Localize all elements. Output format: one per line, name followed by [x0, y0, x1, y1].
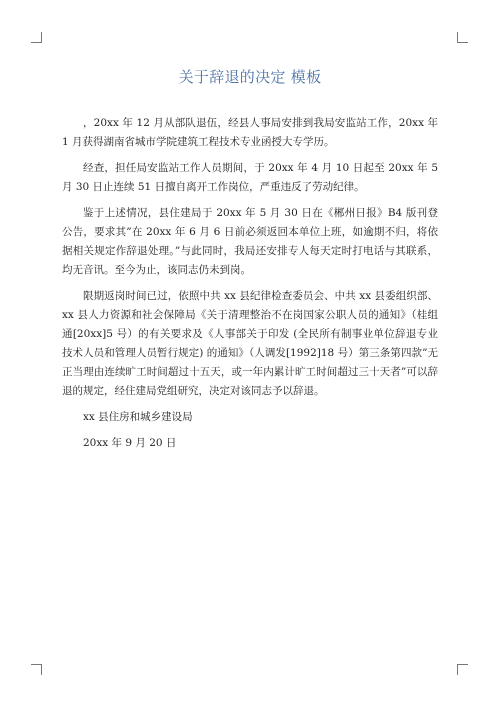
crop-mark-bottom-right [457, 664, 468, 675]
crop-mark-bottom-left [31, 664, 42, 675]
crop-mark-top-left [31, 32, 42, 43]
document-title: 关于辞退的决定 模板 [178, 68, 322, 86]
paragraph-decision: 限期返岗时间已过，依照中共 xx 县纪律检查委员会、中共 xx 县委组织部、xx 县人力资源和社会保障局《关于清理整治不在岗国家公职人员的通知》（桂组通[20xx]5 号）的有关要求及《人事部关于印发 (全民所有制事业单位辞退专业技术人员和管理人员暂行规定) 的通知》（人调发[1992]18 号）第三条第四款”无正当理由连续旷工时间超过十五天，或一年内累计旷工时间超过三十天者”可以辞退的规定，经住建局党组研究，决定对该同志予以辞退。 [62, 290, 438, 397]
paragraph-background: ，20xx 年 12 月从部队退伍，经县人事局安排到我局安监站工作，20xx 年 1 月获得湖南省城市学院建筑工程技术专业函授大专学历。 [62, 117, 438, 148]
document-body [62, 114, 438, 460]
paragraph-investigation: 经查，担任局安监站工作人员期间，于 20xx 年 4 月 10 日起至 20xx 年 5 月 30 日止连续 51 日擅自离开工作岗位，严重违反了劳动纪律。 [62, 162, 438, 193]
signature-date: 20xx 年 9 月 20 日 [83, 437, 177, 449]
paragraph-notice: 鉴于上述情况，县住建局于 20xx 年 5 月 30 日在《郴州日报》B4 版刊登公告，要求其”在 20xx 年 6 月 6 日前必须返回本单位上班，如逾期不归，将依据相关规定作辞退处理。”与此同时，我局还安排专人每天定时打电话与其联系，均无音讯。至今为止，该同志仍未到岗。 [62, 207, 438, 276]
signature-organization: xx 县住房和城乡建设局 [83, 411, 193, 423]
crop-mark-top-right [457, 32, 468, 43]
